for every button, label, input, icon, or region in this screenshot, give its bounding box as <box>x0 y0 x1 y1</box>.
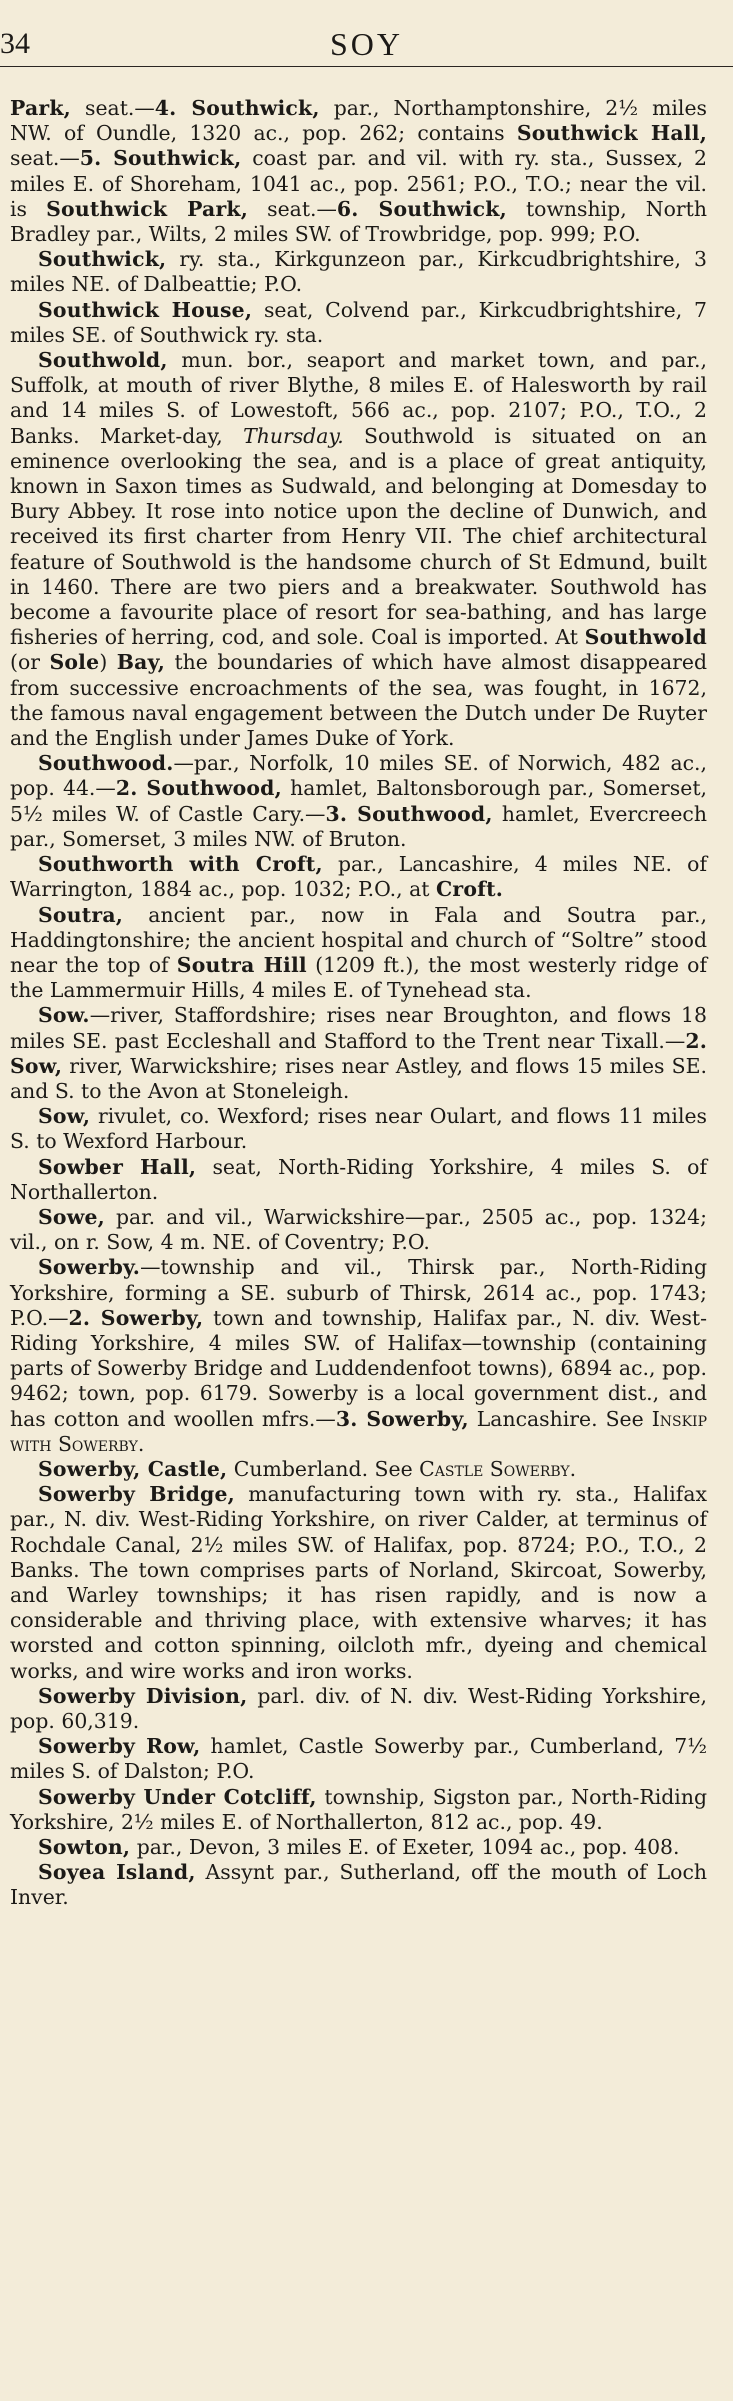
entry-headword: Sowerby, Castle, <box>38 1456 228 1481</box>
entry-text: — <box>48 1305 69 1330</box>
entry-italic-text: Thursday. <box>243 423 344 448</box>
entry-headword: Sow. <box>38 1003 90 1028</box>
page-header <box>0 26 733 67</box>
entry-text: seat, North-Riding Yorkshire, 4 miles S. of Northallerton. <box>10 1154 707 1204</box>
gazetteer-entry <box>10 1734 707 1784</box>
entry-headword: Southwood. <box>38 751 174 776</box>
entry-text: , 2 Banks. The town comprises parts of Norland, Skircoat, Sowerby, and Warley townships; it has risen rapidly, and is now a considerable and thriving place, with extensive wharves; it has worsted and cotton spinning, oilcloth mfr., dyeing and chemical works, and wire works and iron works. <box>10 1532 708 1683</box>
gazetteer-entries <box>10 96 707 1911</box>
entry-text: ; near the vil. is <box>10 171 708 221</box>
entry-headword: Sole <box>49 650 100 675</box>
entry-headword: Southwick Hall, <box>516 121 707 146</box>
entry-text: Assynt par., Sutherland, off the mouth of Loch Inver. <box>10 1860 707 1910</box>
entry-headword: 2. Sow, <box>10 1028 707 1078</box>
gazetteer-entry <box>10 1835 707 1860</box>
gazetteer-entry <box>10 247 707 297</box>
entry-text: , 2 Banks. Market-day, <box>10 398 708 448</box>
entry-headword: Soutra Hill <box>176 952 307 977</box>
gazetteer-entry <box>10 1003 707 1104</box>
entry-headword: Southwold, <box>38 348 168 373</box>
entry-headword: Sowerby Division, <box>38 1683 248 1708</box>
entry-headword: Sowerby. <box>38 1255 141 1280</box>
entry-headword: Sowton, <box>38 1835 131 1860</box>
entry-headword: Sowe, <box>38 1204 105 1229</box>
entry-small-caps: P.O. <box>264 272 303 297</box>
entry-headword: Park, <box>10 96 71 120</box>
entry-text: town and township, Halifax par., N. div. West-Riding Yorkshire, 4 miles SW. of Halifax—township (containing parts of Sowerby Bridge and Luddendenfoot towns), 6894 ac., pop. 9462; town, pop. 6179. Sowerby is a local government dist., and has cotton and woollen mfrs.— <box>10 1305 707 1431</box>
entry-headword: Southwick House, <box>38 297 253 322</box>
entry-text: manufacturing town with ry. sta., Halifax par., N. div. West-Riding Yorkshire, on river Calder, at terminus of Rochdale Canal, 2½ miles SW. of Halifax, pop. 8724; <box>10 1482 707 1557</box>
gazetteer-entry <box>10 298 707 348</box>
entry-text: Southwold is situated on an eminence overlooking the sea, and is a place of great antiquity, known in Saxon times as Sudwald, and belonging at Domesday to Bury Abbey. It rose into notice upon the decline of Dunwich, and received its first charter from Henry VII. The chief architectural feature of Southwold is the handsome church of St Edmund, built in 1460. There are two piers and a breakwater. Southwold has become a favourite place of resort for sea-bathing, and has large fisheries of herring, cod, and sole. Coal is imported. At <box>10 423 707 650</box>
entry-text: Lancashire. See <box>468 1406 652 1431</box>
entry-headword: Sowber Hall, <box>38 1154 197 1179</box>
gazetteer-entry <box>10 96 707 247</box>
entry-text: —river, Staffordshire; rises near Broughton, and flows 18 miles SE. past Eccleshall and Stafford to the Trent near Tixall.— <box>10 1003 707 1053</box>
entry-headword: 2. Sowerby, <box>68 1305 204 1330</box>
entry-headword: 3. Southwood, <box>325 801 493 826</box>
entry-small-caps: P.O., T.O. <box>579 398 676 423</box>
entry-text: coast par. and vil. with ry. sta., Sussex, 2 miles E. of Shoreham, 1041 ac., pop. 2561; <box>10 146 707 196</box>
entry-text: ry. sta., Kirkgunzeon par., Kirkcudbrightshire, 3 miles NE. of Dalbeattie; <box>10 247 707 297</box>
entry-headword: 6. Southwick, <box>336 196 507 221</box>
gazetteer-entry <box>10 1104 707 1154</box>
gazetteer-entry <box>10 751 707 852</box>
entry-text: seat.— <box>248 196 337 221</box>
gazetteer-entry <box>10 903 707 1004</box>
gazetteer-entry <box>10 348 707 751</box>
entry-headword: Soyea Island, <box>38 1860 196 1885</box>
entry-small-caps: P.O. <box>216 1759 255 1784</box>
entry-text: ancient par., now in Fala and Soutra par., Haddingtonshire; the ancient hospital and church of “Soltre” stood near the top of <box>10 902 707 977</box>
entry-small-caps: P.O. <box>358 877 397 902</box>
entry-headword: Southwick Park, <box>46 196 249 221</box>
gazetteer-entry <box>10 1255 707 1457</box>
entry-text: seat.— <box>10 146 80 171</box>
entry-text: , at <box>396 877 436 902</box>
entry-text: —par., Norfolk, 10 miles SE. of Norwich, 482 ac., pop. 44.— <box>10 751 707 801</box>
running-head: SOY <box>329 26 403 62</box>
entry-headword: Southwold <box>584 625 707 650</box>
entry-headword: Bay, <box>116 650 165 675</box>
gazetteer-entry <box>10 1482 707 1684</box>
entry-text: Cumberland. See <box>227 1456 420 1481</box>
entry-headword: Southworth with Croft, <box>38 852 323 877</box>
entry-small-caps: P.O. <box>602 222 641 247</box>
entry-headword: Sowerby Bridge, <box>38 1482 235 1507</box>
entry-text: mun. bor., seaport and market town, and par., Suffolk, at mouth of river Blythe, 8 miles E. of Halesworth by rail and 14 miles S. of Lowestoft, 566 ac., pop. 2107; <box>10 348 707 423</box>
entry-headword: 5. Southwick, <box>79 146 242 171</box>
gazetteer-entry <box>10 1860 707 1910</box>
gazetteer-entry <box>10 1205 707 1255</box>
gazetteer-entry <box>10 1155 707 1205</box>
entry-text: township, North Bradley par., Wilts, 2 miles SW. of Trowbridge, pop. 999; <box>10 196 707 247</box>
entry-small-caps: P.O. <box>391 1230 430 1255</box>
entry-small-caps: P.O. <box>10 1305 49 1330</box>
entry-text: (or <box>10 650 50 675</box>
entry-headword: 3. Sowerby, <box>335 1406 469 1431</box>
entry-text: par., Northamptonshire, 2½ miles NW. of Oundle, 1320 ac., pop. 262; contains <box>10 96 707 146</box>
entry-text: township, Sigston par., North-Riding Yorkshire, 2½ miles E. of Northallerton, 812 ac., pop. 49. <box>10 1784 708 1834</box>
entry-headword: Sowerby Row, <box>38 1734 201 1759</box>
entry-small-caps: P.O., T.O. <box>585 1532 679 1557</box>
gazetteer-entry <box>10 1684 707 1734</box>
entry-text: hamlet, Baltonsborough par., Somerset, 5½ miles W. of Castle Cary.— <box>10 776 708 826</box>
entry-headword: Soutra, <box>38 902 124 927</box>
entry-text: rivulet, co. Wexford; rises near Oulart, and flows 11 miles S. to Wexford Harbour. <box>10 1104 707 1154</box>
entry-headword: 2. Southwood, <box>115 776 282 801</box>
entry-text: —township and vil., Thirsk par., North-Riding Yorkshire, forming a SE. suburb of Thirsk, 2614 ac., pop. 1743; <box>10 1255 707 1305</box>
entry-headword: 4. Southwick, <box>154 96 320 120</box>
entry-small-caps: Castle Sowerby. <box>419 1456 577 1481</box>
entry-text: par., Devon, 3 miles E. of Exeter, 1094 ac., pop. 408. <box>130 1835 680 1860</box>
entry-headword: Croft. <box>435 877 504 902</box>
gazetteer-entry <box>10 1785 707 1835</box>
entry-text: seat.— <box>70 96 155 120</box>
entry-small-caps: Inskip with Sowerby. <box>10 1406 707 1456</box>
entry-text: seat, Colvend par., Kirkcudbrightshire, 7 miles SE. of Southwick ry. sta. <box>10 297 707 347</box>
entry-text: parl. div. of N. div. West-Riding Yorkshire, pop. 60,319. <box>10 1683 707 1733</box>
entry-headword: Southwick, <box>38 247 167 272</box>
entry-headword: Sowerby Under Cotcliff, <box>38 1784 317 1809</box>
entry-text: par., Lancashire, 4 miles NE. of Warrington, 1884 ac., pop. 1032; <box>10 852 707 902</box>
entry-text: (1209 ft.), the most westerly ridge of the Lammermuir Hills, 4 miles E. of Tynehead sta. <box>10 952 708 1003</box>
gazetteer-entry <box>10 852 707 902</box>
entry-text: hamlet, Castle Sowerby par., Cumberland, 7½ miles S. of Dalston; <box>10 1734 707 1784</box>
entry-text: par. and vil., Warwickshire—par., 2505 ac., pop. 1324; vil., on r. Sow, 4 m. NE. of Coventry; <box>10 1204 707 1255</box>
gazetteer-entry <box>10 1457 707 1482</box>
entry-text: ) <box>99 650 117 675</box>
entry-text: hamlet, Evercreech par., Somerset, 3 miles NW. of Bruton. <box>10 801 707 851</box>
entry-text: the boundaries of which have almost disappeared from successive encroachments of the sea, was fought, in 1672, the famous naval engagement between the Dutch under De Ruyter and the English under James Duke of York. <box>10 650 707 751</box>
entry-text: river, Warwickshire; rises near Astley, and flows 15 miles SE. and S. to the Avon at Stoneleigh. <box>10 1053 707 1103</box>
entry-small-caps: P.O., T.O. <box>473 171 565 196</box>
page-number: 34 <box>0 27 30 60</box>
entry-headword: Sow, <box>38 1104 91 1129</box>
